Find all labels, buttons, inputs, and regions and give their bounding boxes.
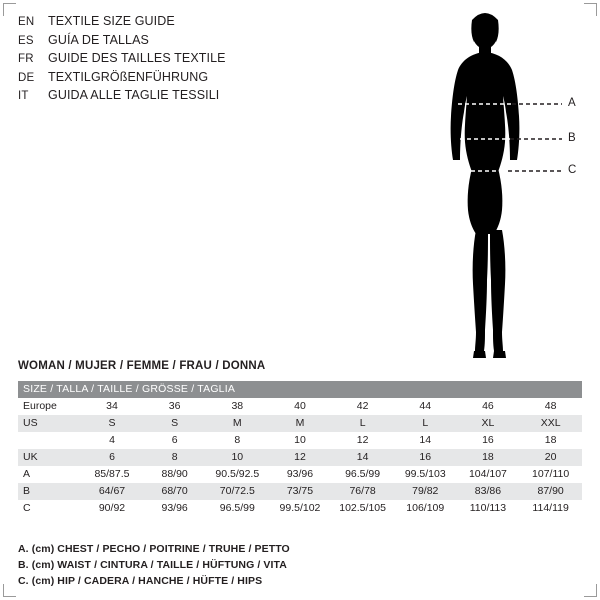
cell: 8 <box>206 432 269 449</box>
language-title: GUIDE DES TAILLES TEXTILE <box>48 51 226 65</box>
cell: 90/92 <box>81 500 144 517</box>
cell: 14 <box>394 432 457 449</box>
cell: 16 <box>394 449 457 466</box>
table-row <box>18 398 582 415</box>
cell: 64/67 <box>81 483 144 500</box>
cell: 46 <box>457 398 520 415</box>
legend-row-b: B. (cm) WAIST / CINTURA / TAILLE / HÜFTUNG / VITA <box>18 559 287 571</box>
cell: 10 <box>206 449 269 466</box>
cell: 42 <box>331 398 394 415</box>
cell: 12 <box>331 432 394 449</box>
silhouette-icon <box>420 8 590 368</box>
legend-row-c: C. (cm) HIP / CADERA / HANCHE / HÜFTE / HIPS <box>18 575 263 587</box>
cell: S <box>143 415 206 432</box>
language-row <box>18 70 348 89</box>
measurement-legend <box>18 541 538 589</box>
cell: 68/70 <box>143 483 206 500</box>
cell: M <box>269 415 332 432</box>
cell: 90.5/92.5 <box>206 466 269 483</box>
row-label: Europe <box>18 398 81 415</box>
cell: S <box>81 415 144 432</box>
table-row <box>18 449 582 466</box>
cell: 87/90 <box>519 483 582 500</box>
row-label: C <box>18 500 81 517</box>
cell: XL <box>457 415 520 432</box>
cell: 79/82 <box>394 483 457 500</box>
cell: M <box>206 415 269 432</box>
cell: 76/78 <box>331 483 394 500</box>
cell: 102.5/105 <box>331 500 394 517</box>
measure-label-a: A <box>568 97 576 109</box>
crop-mark-bottom-right <box>584 584 597 597</box>
language-row <box>18 51 348 70</box>
section-heading-woman: WOMAN / MUJER / FEMME / FRAU / DONNA <box>18 360 266 372</box>
cell: 88/90 <box>143 466 206 483</box>
cell: 96.5/99 <box>331 466 394 483</box>
cell: 93/96 <box>269 466 332 483</box>
size-table <box>18 381 582 517</box>
cell: 6 <box>81 449 144 466</box>
female-silhouette-figure <box>420 8 590 368</box>
row-label: US <box>18 415 81 432</box>
cell: L <box>394 415 457 432</box>
table-header-label: SIZE / TALLA / TAILLE / GRÖSSE / TAGLIA <box>18 381 582 398</box>
cell: 36 <box>143 398 206 415</box>
cell: 20 <box>519 449 582 466</box>
language-code: FR <box>18 53 34 65</box>
table-row <box>18 483 582 500</box>
cell: 104/107 <box>457 466 520 483</box>
language-code: IT <box>18 90 29 102</box>
cell: 8 <box>143 449 206 466</box>
language-title-list <box>18 14 348 107</box>
cell: 73/75 <box>269 483 332 500</box>
language-title: TEXTILE SIZE GUIDE <box>48 14 175 28</box>
language-title: GUIDA ALLE TAGLIE TESSILI <box>48 88 220 102</box>
cell: 114/119 <box>519 500 582 517</box>
table-row <box>18 432 582 449</box>
row-label <box>18 432 81 449</box>
cell: 18 <box>457 449 520 466</box>
language-code: DE <box>18 71 35 84</box>
legend-row-a: A. (cm) CHEST / PECHO / POITRINE / TRUHE / PETTO <box>18 543 290 555</box>
cell: 34 <box>81 398 144 415</box>
cell: 18 <box>519 432 582 449</box>
cell: 40 <box>269 398 332 415</box>
cell: 10 <box>269 432 332 449</box>
cell: 99.5/102 <box>269 500 332 517</box>
measure-label-c: C <box>568 164 577 176</box>
language-code: ES <box>18 34 34 47</box>
cell: L <box>331 415 394 432</box>
measure-label-b: B <box>568 132 576 144</box>
cell: 96.5/99 <box>206 500 269 517</box>
cell: 38 <box>206 398 269 415</box>
cell: 93/96 <box>143 500 206 517</box>
cell: 14 <box>331 449 394 466</box>
crop-mark-top-left <box>3 3 16 16</box>
cell: 107/110 <box>519 466 582 483</box>
table-row <box>18 466 582 483</box>
language-row <box>18 33 348 52</box>
cell: 110/113 <box>457 500 520 517</box>
cell: 85/87.5 <box>81 466 144 483</box>
cell: 70/72.5 <box>206 483 269 500</box>
cell: 83/86 <box>457 483 520 500</box>
cell: 44 <box>394 398 457 415</box>
cell: 48 <box>519 398 582 415</box>
cell: XXL <box>519 415 582 432</box>
language-row <box>18 88 348 107</box>
cell: 4 <box>81 432 144 449</box>
cell: 12 <box>269 449 332 466</box>
table-header-row <box>18 381 582 398</box>
table-row <box>18 500 582 517</box>
language-title: GUÍA DE TALLAS <box>48 32 149 47</box>
cell: 106/109 <box>394 500 457 517</box>
cell: 99.5/103 <box>394 466 457 483</box>
crop-mark-bottom-left <box>3 584 16 597</box>
row-label: UK <box>18 449 81 466</box>
row-label: A <box>18 466 81 483</box>
row-label: B <box>18 483 81 500</box>
language-row <box>18 14 348 33</box>
table-row <box>18 415 582 432</box>
language-code: EN <box>18 16 35 28</box>
cell: 6 <box>143 432 206 449</box>
cell: 16 <box>457 432 520 449</box>
language-title: TEXTILGRÖßENFÜHRUNG <box>48 69 209 84</box>
